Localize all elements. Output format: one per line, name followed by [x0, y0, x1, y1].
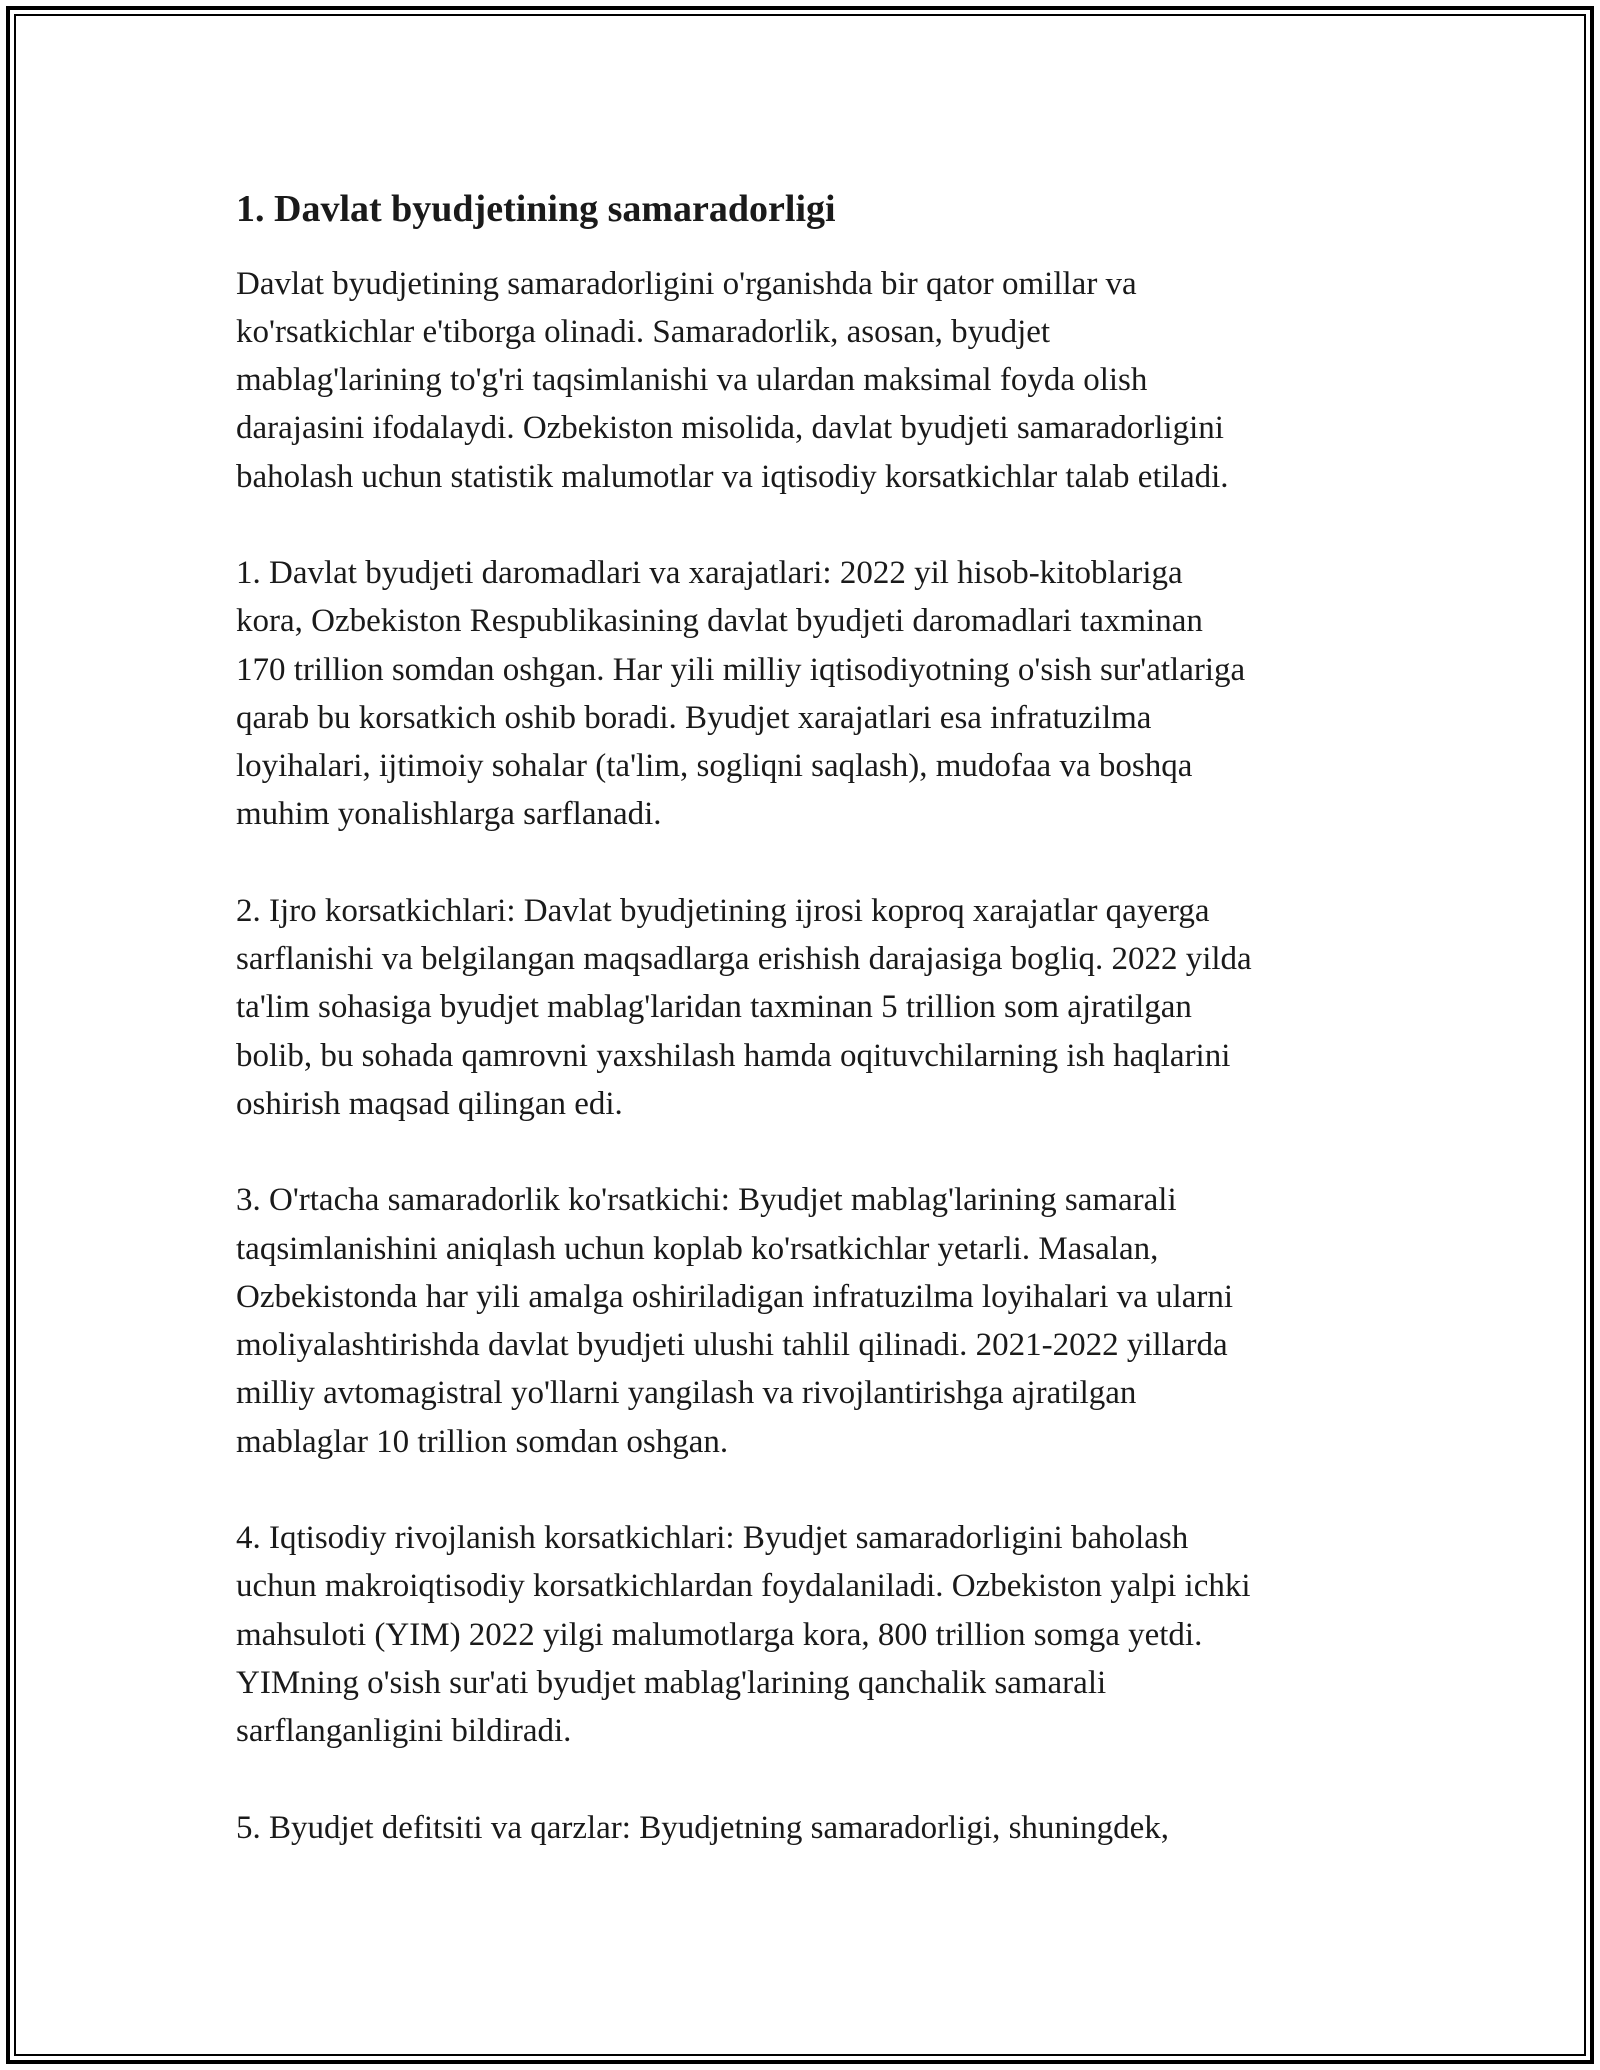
text-line: YIMning o'sish sur'ati byudjet mablag'larining qanchalik samarali — [236, 1664, 1107, 1701]
text-line: Ozbekistonda har yili amalga oshiriladigan infratuzilma loyihalari va ularni — [236, 1278, 1234, 1315]
text-line: milliy avtomagistral yo'llarni yangilash va rivojlantirishga ajratilgan — [236, 1375, 1137, 1412]
paragraph-economic-development — [236, 1514, 1366, 1755]
text-line: muhim yonalishlarga sarflanadi. — [236, 796, 662, 833]
text-line: oshirish maqsad qilingan edi. — [236, 1085, 623, 1122]
text-line: ta'lim sohasiga byudjet mablag'laridan taxminan 5 trillion som ajratilgan — [236, 989, 1192, 1026]
paragraph-execution-indicators — [236, 887, 1366, 1128]
text-line: kora, Ozbekiston Respublikasining davlat byudjeti daromadlari taxminan — [236, 603, 1203, 640]
text-line: loyihalari, ijtimoiy sohalar (ta'lim, sogliqni saqlash), mudofaa va boshqa — [236, 748, 1193, 785]
document-page — [236, 186, 1366, 1900]
text-line: bolib, bu sohada qamrovni yaxshilash hamda oqituvchilarning ish haqlarini — [236, 1037, 1231, 1074]
paragraph-deficit-debt — [236, 1804, 1366, 1852]
text-line: mablaglar 10 trillion somdan oshgan. — [236, 1423, 729, 1460]
text-line: sarflanganligini bildiradi. — [236, 1713, 572, 1750]
text-line: baholash uchun statistik malumotlar va iqtisodiy korsatkichlar talab etiladi. — [236, 458, 1229, 495]
text-line: ko'rsatkichlar e'tiborga olinadi. Samaradorlik, asosan, byudjet — [236, 313, 1051, 350]
text-line: Davlat byudjetining samaradorligini o'rganishda bir qator omillar va — [236, 265, 1137, 302]
text-line: sarflanishi va belgilangan maqsadlarga erishish darajasiga bogliq. 2022 yilda — [236, 941, 1252, 978]
text-line: moliyalashtirishda davlat byudjeti ulushi tahlil qilinadi. 2021-2022 yillarda — [236, 1327, 1228, 1364]
text-line: uchun makroiqtisodiy korsatkichlardan foydalaniladi. Ozbekiston yalpi ichki — [236, 1568, 1251, 1605]
paragraph-budget-revenue — [236, 549, 1366, 839]
text-line: mahsuloti (YIM) 2022 yilgi malumotlarga kora, 800 trillion somga yetdi. — [236, 1616, 1203, 1653]
text-line: 170 trillion somdan oshgan. Har yili milliy iqtisodiyotning o'sish sur'atlariga — [236, 651, 1246, 688]
text-line: mablag'larining to'g'ri taqsimlanishi va ulardan maksimal foyda olish — [236, 362, 1148, 399]
text-line: 2. Ijro korsatkichlari: Davlat byudjetining ijrosi koproq xarajatlar qayerga — [236, 892, 1210, 929]
text-line: 1. Davlat byudjeti daromadlari va xarajatlari: 2022 yil hisob-kitoblariga — [236, 554, 1183, 591]
paragraph-average-efficiency — [236, 1176, 1366, 1466]
text-line: 5. Byudjet defitsiti va qarzlar: Byudjetning samaradorligi, shuningdek, — [236, 1809, 1169, 1846]
section-heading: 1. Davlat byudjetining samaradorligi — [236, 188, 836, 230]
text-line: darajasini ifodalaydi. Ozbekiston misolida, davlat byudjeti samaradorligini — [236, 410, 1224, 447]
text-line: 4. Iqtisodiy rivojlanish korsatkichlari: Byudjet samaradorligini baholash — [236, 1520, 1189, 1557]
text-line: taqsimlanishini aniqlash uchun koplab ko'rsatkichlar yetarli. Masalan, — [236, 1230, 1159, 1267]
text-line: qarab bu korsatkich oshib boradi. Byudjet xarajatlari esa infratuzilma — [236, 699, 1152, 736]
text-line: 3. O'rtacha samaradorlik ko'rsatkichi: Byudjet mablag'larining samarali — [236, 1182, 1177, 1219]
intro-paragraph — [236, 260, 1366, 501]
